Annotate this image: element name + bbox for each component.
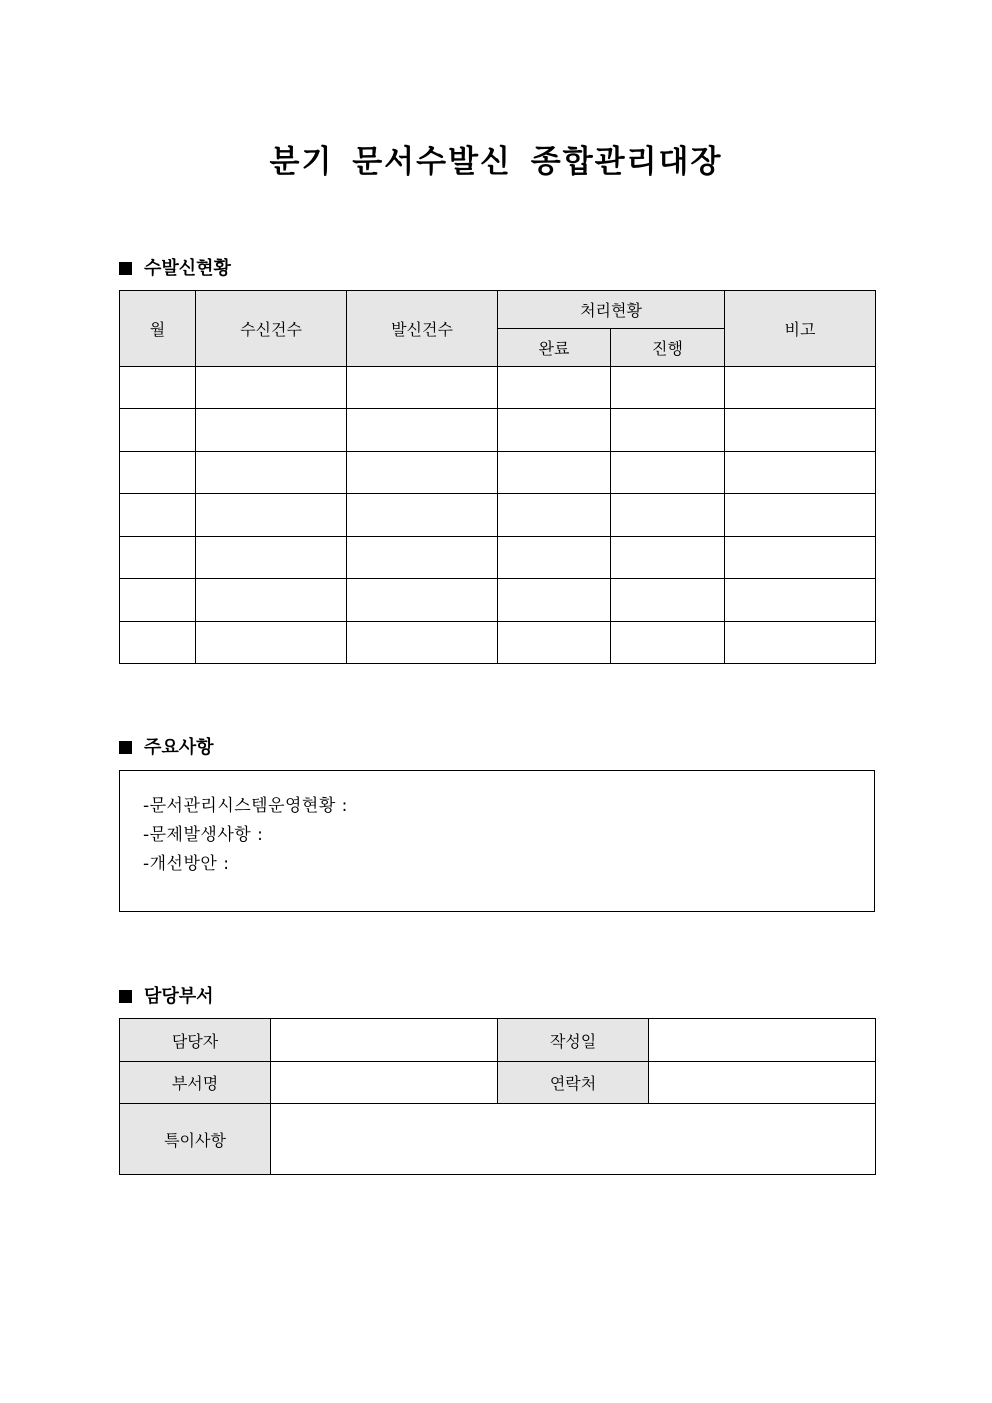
value-date-written[interactable] bbox=[649, 1019, 876, 1062]
label-special-notes: 특이사항 bbox=[120, 1104, 271, 1175]
page-title: 분기 문서수발신 종합관리대장 bbox=[269, 144, 723, 180]
cell-month[interactable] bbox=[120, 494, 196, 537]
cell-in-progress[interactable] bbox=[611, 579, 725, 622]
cell-month[interactable] bbox=[120, 537, 196, 579]
header-month: 월 bbox=[120, 291, 196, 367]
cell-completed[interactable] bbox=[498, 494, 611, 537]
cell-remarks[interactable] bbox=[725, 622, 876, 664]
key-item-issues: -문제발생사항 : bbox=[143, 825, 264, 845]
header-in-progress: 진행 bbox=[611, 329, 725, 367]
table-row bbox=[120, 537, 876, 579]
table-row bbox=[120, 494, 876, 537]
cell-completed[interactable] bbox=[498, 409, 611, 452]
cell-month[interactable] bbox=[120, 367, 196, 409]
label-department-name: 부서명 bbox=[120, 1062, 271, 1104]
cell-remarks[interactable] bbox=[725, 579, 876, 622]
cell-month[interactable] bbox=[120, 409, 196, 452]
cell-sent[interactable] bbox=[347, 367, 498, 409]
header-received: 수신건수 bbox=[196, 291, 347, 367]
label-person-in-charge: 담당자 bbox=[120, 1019, 271, 1062]
value-special-notes[interactable] bbox=[271, 1104, 876, 1175]
section-heading-status-label: 수발신현황 bbox=[144, 258, 231, 279]
cell-month[interactable] bbox=[120, 579, 196, 622]
cell-received[interactable] bbox=[196, 579, 347, 622]
square-bullet-icon bbox=[119, 990, 132, 1003]
cell-remarks[interactable] bbox=[725, 494, 876, 537]
label-contact: 연락처 bbox=[498, 1062, 649, 1104]
cell-in-progress[interactable] bbox=[611, 494, 725, 537]
table-row bbox=[120, 367, 876, 409]
header-remarks: 비고 bbox=[725, 291, 876, 367]
cell-completed[interactable] bbox=[498, 452, 611, 494]
cell-remarks[interactable] bbox=[725, 367, 876, 409]
cell-in-progress[interactable] bbox=[611, 452, 725, 494]
cell-sent[interactable] bbox=[347, 409, 498, 452]
section-heading-department bbox=[119, 982, 214, 1008]
cell-completed[interactable] bbox=[498, 537, 611, 579]
cell-sent[interactable] bbox=[347, 579, 498, 622]
table-row bbox=[120, 452, 876, 494]
cell-received[interactable] bbox=[196, 452, 347, 494]
section-heading-status bbox=[119, 254, 231, 280]
status-table bbox=[119, 290, 876, 664]
cell-received[interactable] bbox=[196, 409, 347, 452]
table-row bbox=[120, 622, 876, 664]
cell-remarks[interactable] bbox=[725, 452, 876, 494]
label-date-written: 작성일 bbox=[498, 1019, 649, 1062]
section-heading-department-label: 담당부서 bbox=[144, 986, 214, 1007]
cell-month[interactable] bbox=[120, 452, 196, 494]
value-contact[interactable] bbox=[649, 1062, 876, 1104]
department-table bbox=[119, 1018, 876, 1175]
value-person-in-charge[interactable] bbox=[271, 1019, 498, 1062]
cell-sent[interactable] bbox=[347, 494, 498, 537]
key-items-box[interactable] bbox=[119, 770, 875, 912]
cell-remarks[interactable] bbox=[725, 409, 876, 452]
cell-received[interactable] bbox=[196, 622, 347, 664]
cell-completed[interactable] bbox=[498, 622, 611, 664]
header-completed: 완료 bbox=[498, 329, 611, 367]
cell-received[interactable] bbox=[196, 494, 347, 537]
table-row bbox=[120, 409, 876, 452]
cell-in-progress[interactable] bbox=[611, 409, 725, 452]
cell-completed[interactable] bbox=[498, 579, 611, 622]
cell-sent[interactable] bbox=[347, 452, 498, 494]
cell-month[interactable] bbox=[120, 622, 196, 664]
table-row bbox=[120, 579, 876, 622]
cell-received[interactable] bbox=[196, 537, 347, 579]
square-bullet-icon bbox=[119, 741, 132, 754]
value-department-name[interactable] bbox=[271, 1062, 498, 1104]
key-item-improvements: -개선방안 : bbox=[143, 854, 230, 874]
section-heading-key-items bbox=[119, 733, 214, 759]
section-heading-key-items-label: 주요사항 bbox=[144, 737, 214, 758]
key-item-system-status: -문서관리시스템운영현황 : bbox=[143, 796, 348, 816]
cell-sent[interactable] bbox=[347, 622, 498, 664]
cell-in-progress[interactable] bbox=[611, 622, 725, 664]
cell-in-progress[interactable] bbox=[611, 537, 725, 579]
cell-received[interactable] bbox=[196, 367, 347, 409]
header-processing: 처리현황 bbox=[498, 291, 725, 329]
cell-completed[interactable] bbox=[498, 367, 611, 409]
cell-remarks[interactable] bbox=[725, 537, 876, 579]
square-bullet-icon bbox=[119, 262, 132, 275]
cell-sent[interactable] bbox=[347, 537, 498, 579]
cell-in-progress[interactable] bbox=[611, 367, 725, 409]
header-sent: 발신건수 bbox=[347, 291, 498, 367]
